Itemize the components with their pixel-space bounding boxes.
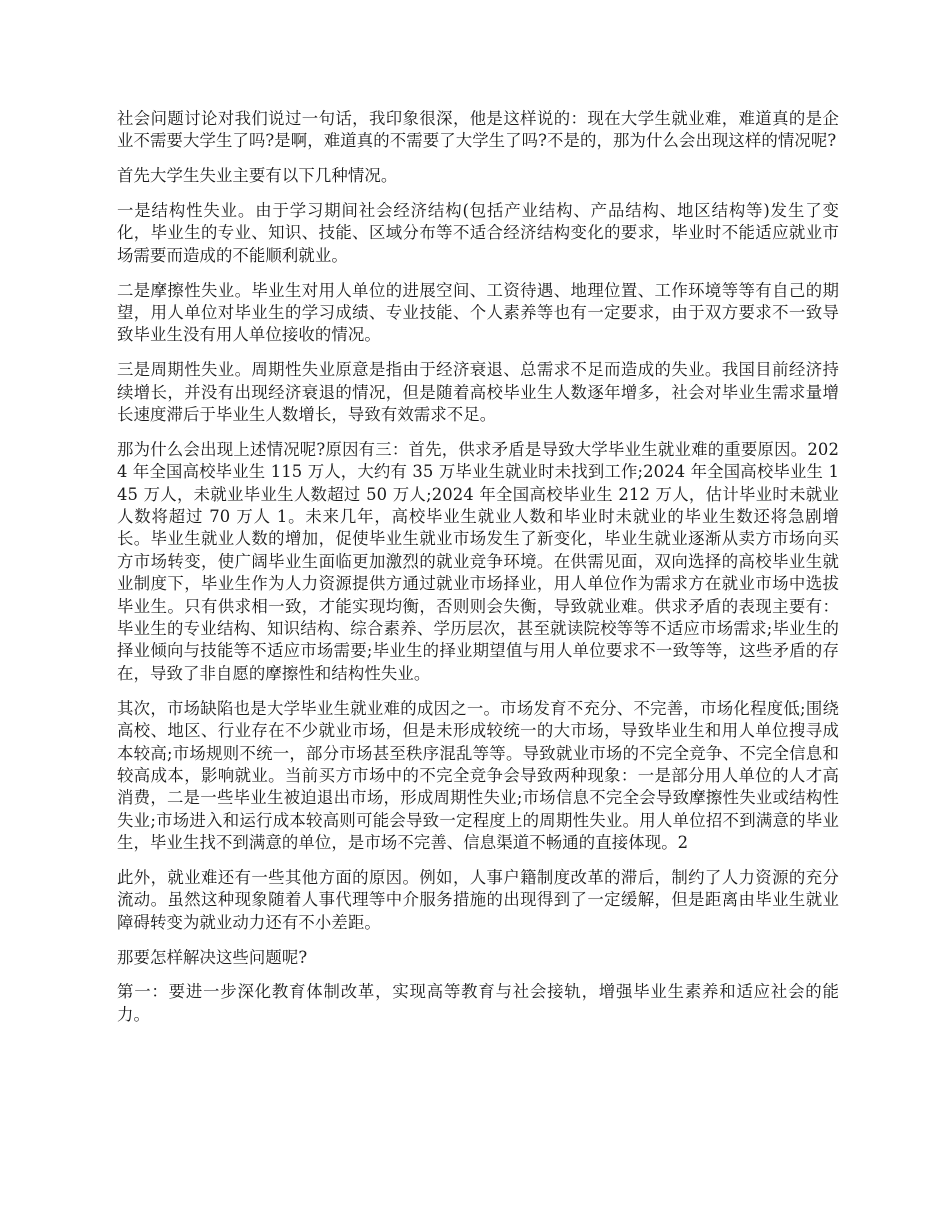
paragraph-solution-first: 第一：要进一步深化教育体制改革，实现高等教育与社会接轨，增强毕业生素养和适应社会的能力。 <box>117 982 839 1024</box>
paragraph-unemployment-types: 首先大学生失业主要有以下几种情况。 <box>117 166 398 186</box>
paragraph-intro: 社会问题讨论对我们说过一句话，我印象很深，他是这样说的：现在大学生就业难，难道真的是企业不需要大学生了吗?是啊，难道真的不需要了大学生了吗?不是的，那为什么会出现这样的情况呢? <box>117 109 839 151</box>
paragraph-cyclical-unemployment: 三是周期性失业。周期性失业原意是指由于经济衰退、总需求不足而造成的失业。我国目前经济持续增长，并没有出现经济衰退的情况，但是随着高校毕业生人数逐年增多，社会对毕业生需求量增长速度滞后于毕业生人数增长，导致有效需求不足。 <box>117 360 839 425</box>
document-body <box>117 108 839 1039</box>
paragraph-frictional-unemployment: 二是摩擦性失业。毕业生对用人单位的进展空间、工资待遇、地理位置、工作环境等等有自己的期望，用人单位对毕业生的学习成绩、专业技能、个人素养等也有一定要求，由于双方要求不一致导致毕业生没有用人单位接收的情况。 <box>117 280 839 345</box>
paragraph-structural-unemployment: 一是结构性失业。由于学习期间社会经济结构(包括产业结构、产品结构、地区结构等)发生了变化，毕业生的专业、知识、技能、区域分布等不适合经济结构变化的要求，毕业时不能适应就业市场需要而造成的不能顺利就业。 <box>117 201 839 265</box>
paragraph-supply-demand: 那为什么会出现上述情况呢?原因有三：首先，供求矛盾是导致大学毕业生就业难的重要原因。2024 年全国高校毕业生 115 万人，大约有 35 万毕业生就业时未找到工作;2024 年全国高校毕业生 145 万人，未就业毕业生人数超过 50 万人;2024 年全国高校毕业生 212 万人，估计毕业时未就业人数将超过 70 万人 1。未来几年，高校毕业生就业人数和毕业时未就业的毕业生数还将急剧增长。毕业生就业人数的增加，促使毕业生就业市场发生了新变化，毕业生就业逐渐从卖方市场向买方市场转变，使广阔毕业生面临更加激烈的就业竞争环境。在供需见面，双向选择的高校毕业生就业制度下，毕业生作为人力资源提供方通过就业市场择业，用人单位作为需求方在就业市场中选拔毕业生。只有供求相一致，才能实现均衡，否则则会失衡，导致就业难。供求矛盾的表现主要有：毕业生的专业结构、知识结构、综合素养、学历层次，甚至就读院校等等不适应市场需求;毕业生的择业倾向与技能等不适应市场需要;毕业生的择业期望值与用人单位要求不一致等等，这些矛盾的存在，导致了非自愿的摩擦性和结构性失业。 <box>117 439 839 683</box>
paragraph-market-defects: 其次，市场缺陷也是大学毕业生就业难的成因之一。市场发育不充分、不完善，市场化程度低;围绕高校、地区、行业存在不少就业市场，但是未形成较统一的大市场，导致毕业生和用人单位搜寻成本较高;市场规则不统一，部分市场甚至秩序混乱等等。导致就业市场的不完全竞争、不完全信息和较高成本，影响就业。当前买方市场中的不完全竞争会导致两种现象：一是部分用人单位的人才高消费，二是一些毕业生被迫退出市场，形成周期性失业;市场信息不完全会导致摩擦性失业或结构性失业;市场进入和运行成本较高则可能会导致一定程度上的周期性失业。用人单位招不到满意的毕业生，毕业生找不到满意的单位，是市场不完善、信息渠道不畅通的直接体现。2 <box>117 698 839 853</box>
paragraph-other-reasons: 此外，就业难还有一些其他方面的原因。例如，人事户籍制度改革的滞后，制约了人力资源的充分流动。虽然这种现象随着人事代理等中介服务措施的出现得到了一定缓解，但是距离由毕业生就业障碍转变为就业动力还有不小差距。 <box>117 867 839 932</box>
paragraph-solution-question: 那要怎样解决这些问题呢? <box>117 947 308 967</box>
